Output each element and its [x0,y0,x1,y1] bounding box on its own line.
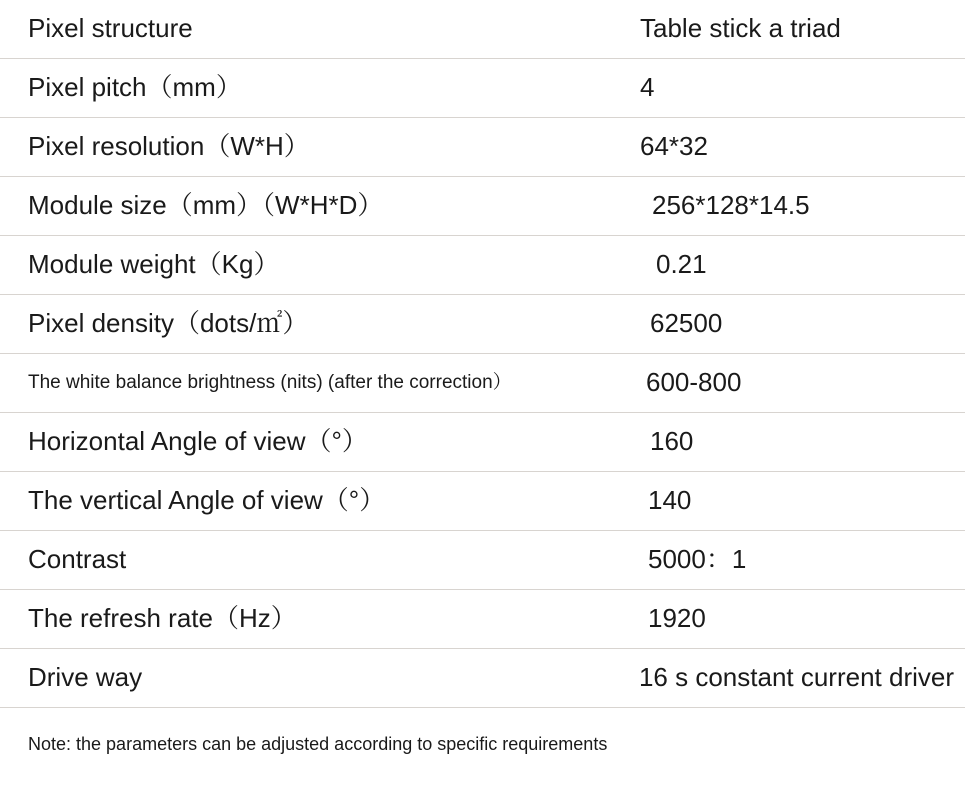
parameter-label: Pixel resolution（W*H） [28,131,310,162]
table-row [0,472,965,531]
parameter-label: Contrast [28,544,127,575]
parameter-label: Horizontal Angle of view（°） [28,426,368,457]
parameter-value: Table stick a triad [640,13,841,44]
table-row [0,413,965,472]
table-row [0,295,965,354]
table-row [0,649,965,708]
parameter-label: Pixel density（dots/㎡） [28,308,309,339]
table-row [0,236,965,295]
parameter-value: 5000：1 [648,544,747,575]
parameter-value: 140 [648,485,692,516]
table-row [0,531,965,590]
parameter-label: The vertical Angle of view（°） [28,485,386,516]
parameter-value: 64*32 [640,131,708,162]
table-row [0,59,965,118]
parameter-value: 4 [640,72,655,103]
parameter-value: 16 s constant current driver [638,662,955,693]
table-row [0,118,965,177]
parameter-value: 0.21 [656,249,707,280]
table-row [0,0,965,59]
parameter-label: Pixel pitch（mm） [28,72,242,103]
parameter-label: Drive way [28,662,143,693]
parameter-value: 256*128*14.5 [652,190,810,221]
parameter-label: The white balance brightness (nits) (after the correction） [28,372,512,394]
parameter-label: Module weight（Kg） [28,249,280,280]
table-note-row [0,708,965,767]
table-note: Note: the parameters can be adjusted according to specific requirements [28,733,608,754]
parameter-label: Module size（mm）（W*H*D） [28,190,384,221]
table-row [0,177,965,236]
table-row [0,354,965,413]
table-row [0,590,965,649]
parameter-value: 62500 [650,308,723,339]
parameter-label: The refresh rate（Hz） [28,603,297,634]
parameter-value: 1920 [648,603,706,634]
parameter-value: 600-800 [646,367,742,398]
parameter-value: 160 [650,426,694,457]
parameter-label: Pixel structure [28,13,193,44]
